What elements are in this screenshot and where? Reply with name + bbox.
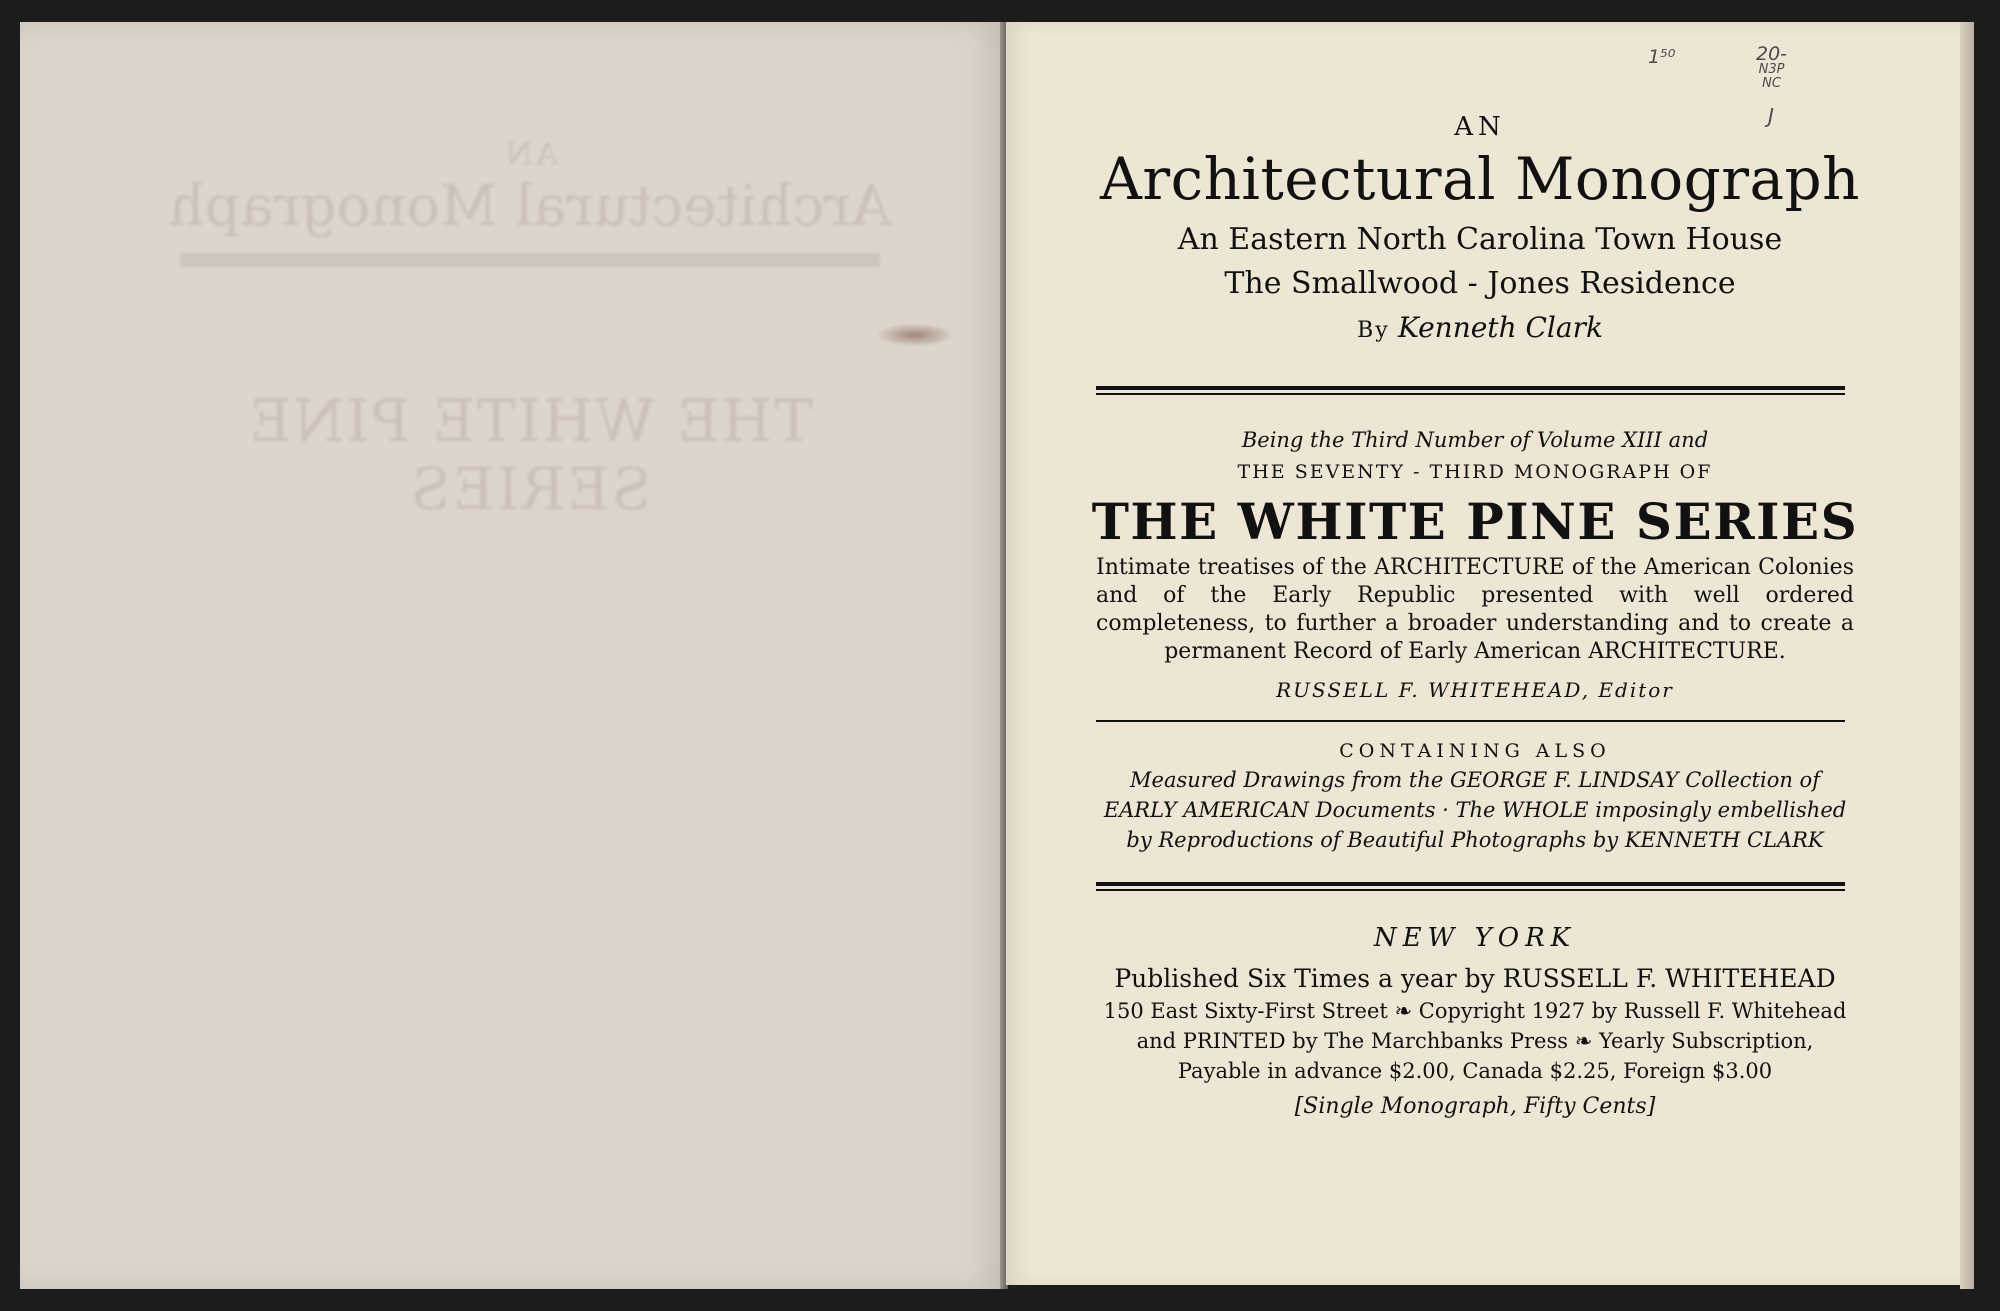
monograph-title: Architectural Monograph: [1099, 145, 1861, 213]
containing-block: [1090, 737, 1860, 855]
pencil-mark: J: [1768, 104, 1774, 128]
price-line: Payable in advance $2.00, Canada $2.25, Foreign $3.00: [1177, 1059, 1773, 1083]
ink-smudge: [878, 324, 952, 346]
left-page: [20, 22, 1003, 1289]
double-rule-top: [1096, 386, 1845, 395]
title-block: [1090, 112, 1870, 351]
address-copyright-line: 150 East Sixty-First Street ❧ Copyright 1927 by Russell F. Whitehead: [1103, 999, 1847, 1023]
byline-by: By: [1357, 318, 1390, 343]
catalog-note-line: N3P: [1758, 62, 1785, 77]
subtitle-town-house: An Eastern North Carolina Town House: [1177, 222, 1783, 257]
published-line: Published Six Times a year by RUSSELL F. WHITEHEAD: [1114, 964, 1836, 993]
thin-rule: [1096, 720, 1845, 722]
byline: [1090, 308, 1870, 351]
publisher-block: [1080, 918, 1870, 1126]
series-description: Intimate treatises of the ARCHITECTURE of the American Colonies and of the Early Republic presented with well ordered completeness, to further a broader understanding and to create a permanent Record of Early American ARCHITECTURE.: [1096, 555, 1854, 664]
containing-line: EARLY AMERICAN Documents · The WHOLE imposingly embellished: [1103, 798, 1847, 822]
series-block: [1090, 424, 1860, 702]
catalog-note-line: NC: [1762, 76, 1781, 91]
volume-line: Being the Third Number of Volume XIII and: [1241, 428, 1709, 452]
containing-heading: CONTAINING ALSO: [1339, 740, 1611, 762]
catalog-note-line: 20-: [1756, 43, 1788, 65]
title-an: AN: [1454, 112, 1506, 142]
series-name: THE WHITE PINE SERIES: [1091, 492, 1859, 551]
containing-line: by Reproductions of Beautiful Photographs by KENNETH CLARK: [1126, 828, 1824, 852]
show-through-text: [140, 137, 920, 523]
byline-author: Kenneth Clark: [1397, 311, 1603, 344]
page-edge: [1960, 22, 1974, 1289]
monograph-number-line: THE SEVENTY - THIRD MONOGRAPH OF: [1237, 461, 1713, 483]
subtitle-residence: The Smallwood - Jones Residence: [1224, 266, 1736, 301]
containing-line: Measured Drawings from the GEORGE F. LINDSAY Collection of: [1130, 768, 1820, 792]
ghost-series: THE WHITE PINE SERIES: [247, 387, 813, 523]
printer-line: and PRINTED by The Marchbanks Press ❧ Yearly Subscription,: [1136, 1029, 1814, 1053]
city: NEW YORK: [1373, 923, 1577, 953]
editor-line: RUSSELL F. WHITEHEAD, Editor: [1276, 678, 1674, 702]
double-rule-bottom: [1096, 882, 1845, 891]
ghost-rule: [180, 253, 880, 267]
pencil-catalog-note: [1756, 43, 1788, 91]
ghost-title: Architectural Monograph: [168, 174, 892, 239]
ghost-an: AN: [502, 137, 558, 172]
single-price-line: [Single Monograph, Fifty Cents]: [1294, 1094, 1656, 1119]
pencil-price-note: 1⁵⁰: [1648, 46, 1676, 68]
